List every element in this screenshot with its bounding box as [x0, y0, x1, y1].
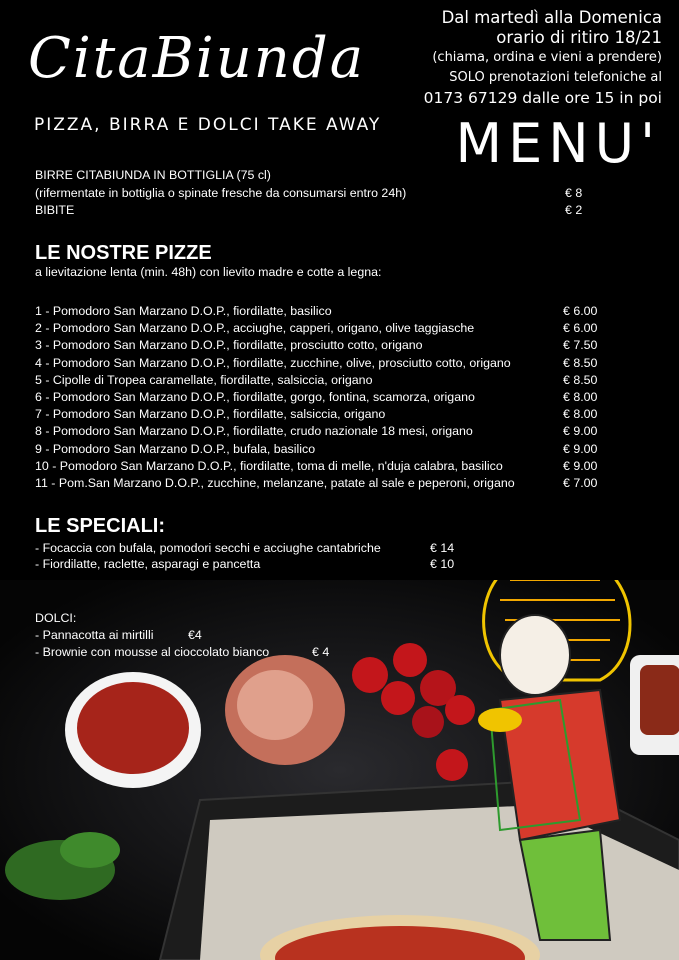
- dolci-title: DOLCI:: [35, 611, 77, 625]
- pizza-price: € 9.00: [563, 424, 598, 439]
- pizza-item: 8 - Pomodoro San Marzano D.O.P., fiordilatte, crudo nazionale 18 mesi, origano: [35, 424, 473, 439]
- dessert-item: - Pannacotta ai mirtilli: [35, 628, 154, 642]
- dessert-price: € 4: [312, 645, 330, 659]
- pizza-item: 3 - Pomodoro San Marzano D.O.P., fiordilatte, prosciutto cotto, origano: [35, 338, 423, 353]
- pizza-price: € 8.50: [563, 355, 598, 370]
- brand-tagline: PIZZA, BIRRA E DOLCI TAKE AWAY: [34, 115, 382, 135]
- pizza-item: 5 - Cipolle di Tropea caramellate, fiordilatte, salsiccia, origano: [35, 372, 373, 387]
- pizza-item: 6 - Pomodoro San Marzano D.O.P., fiordilatte, gorgo, fontina, scamorza, origano: [35, 390, 475, 404]
- pizza-price: € 7.00: [563, 476, 598, 490]
- pizza-price: € 8.50: [563, 372, 598, 387]
- pizze-title: LE NOSTRE PIZZE: [35, 242, 212, 264]
- info-days: Dal martedì alla Domenica: [441, 8, 662, 27]
- pizza-price: € 6.00: [563, 321, 598, 336]
- brand-logo: CitaBiunda: [28, 26, 366, 91]
- beer-price: € 8: [565, 186, 583, 200]
- dessert-item: - Brownie con mousse al cioccolato bianco: [35, 645, 270, 659]
- special-item: - Focaccia con bufala, pomodori secchi e acciughe cantabriche: [35, 541, 381, 555]
- pizza-item: 9 - Pomodoro San Marzano D.O.P., bufala, basilico: [35, 441, 316, 456]
- info-howto: (chiama, ordina e vieni a prendere): [432, 50, 662, 65]
- pizza-price: € 8.00: [563, 407, 598, 422]
- speciali-title: LE SPECIALI:: [35, 515, 166, 537]
- beer-title: BIRRE CITABIUNDA IN BOTTIGLIA (75 cl): [35, 168, 271, 182]
- menu-title: MENU': [455, 112, 661, 175]
- special-item: - Fiordilatte, raclette, asparagi e pancetta: [35, 557, 261, 571]
- dessert-price: €4: [188, 628, 202, 642]
- pizza-item: 1 - Pomodoro San Marzano D.O.P., fiordilatte, basilico: [35, 304, 332, 318]
- pizza-price: € 9.00: [563, 458, 598, 473]
- pizza-item: 10 - Pomodoro San Marzano D.O.P., fiordilatte, toma di melle, n'duja calabra, basilico: [35, 458, 503, 473]
- pizza-item: 4 - Pomodoro San Marzano D.O.P., fiordilatte, zucchine, olive, prosciutto cotto, origano: [35, 355, 511, 370]
- soft-drinks-price: € 2: [565, 203, 583, 217]
- special-price: € 14: [430, 541, 455, 555]
- beer-description: (rifermentate in bottiglia o spinate fresche da consumarsi entro 24h): [35, 186, 407, 200]
- soft-drinks-title: BIBITE: [35, 203, 75, 217]
- pizza-price: € 6.00: [563, 304, 598, 318]
- info-hours: orario di ritiro 18/21: [496, 28, 662, 47]
- pizza-item: 11 - Pom.San Marzano D.O.P., zucchine, melanzane, patate al sale e peperoni, origano: [35, 476, 515, 490]
- info-phone-only: SOLO prenotazioni telefoniche al: [449, 70, 662, 85]
- pizza-item: 2 - Pomodoro San Marzano D.O.P., acciughe, capperi, origano, olive taggiasche: [35, 321, 475, 336]
- pizza-price: € 9.00: [563, 441, 598, 456]
- pizza-price: € 8.00: [563, 390, 598, 404]
- pizza-item: 7 - Pomodoro San Marzano D.O.P., fiordilatte, salsiccia, origano: [35, 407, 386, 422]
- info-phone-number: 0173 67129 dalle ore 15 in poi: [423, 89, 662, 107]
- special-price: € 10: [430, 557, 455, 571]
- opening-info: [424, 8, 662, 108]
- pizze-subtitle: a lievitazione lenta (min. 48h) con lievito madre e cotte a legna:: [35, 265, 382, 279]
- pizza-price: € 7.50: [563, 338, 598, 353]
